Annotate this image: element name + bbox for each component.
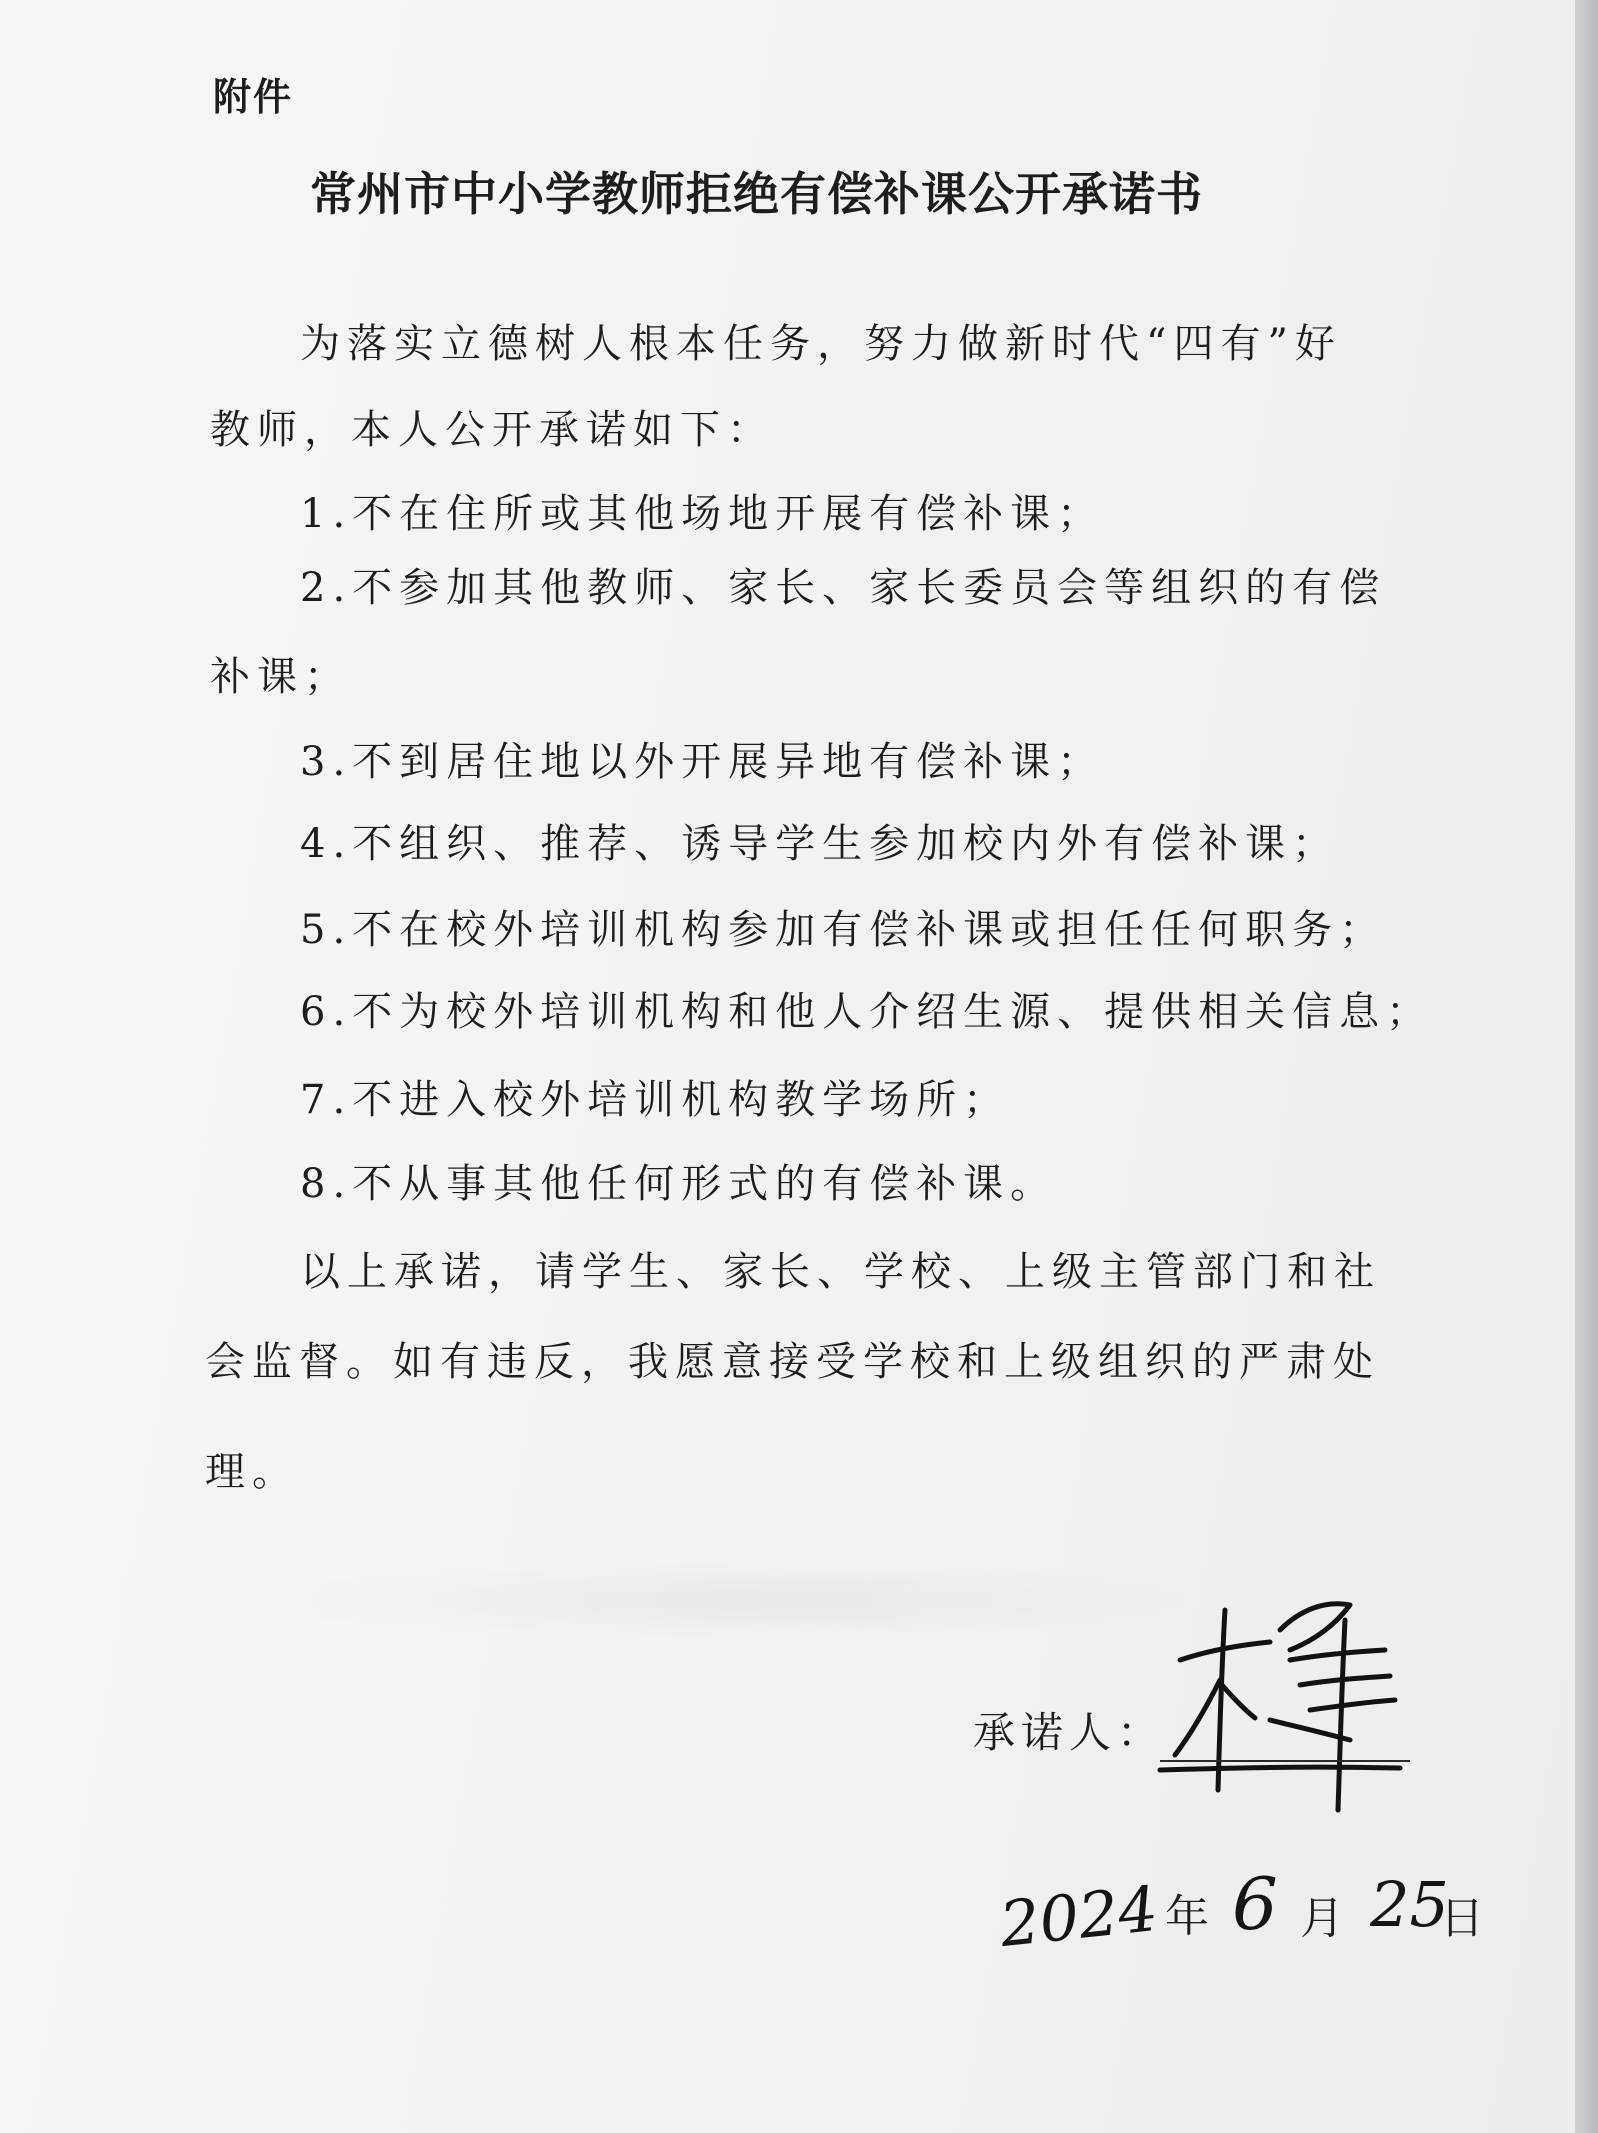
commitment-item: 4.不组织、推荐、诱导学生参加校内外有偿补课； [300, 821, 1340, 867]
commitment-item: 3.不到居住地以外开展异地有偿补课； [300, 739, 1105, 785]
date-year-unit: 年 [1165, 1891, 1209, 1942]
commitment-item-continuation: 补课； [210, 654, 351, 700]
date-day: 25 [1370, 1868, 1449, 1941]
attachment-label: 附件 [213, 75, 294, 119]
body-line: 教师，本人公开承诺如下： [210, 407, 774, 453]
page-edge [1575, 0, 1598, 2133]
document-title: 常州市中小学教师拒绝有偿补课公开承诺书 [310, 167, 1203, 221]
body-line: 以上承诺，请学生、家长、学校、上级主管部门和社 [300, 1249, 1381, 1295]
signature-line [1160, 1760, 1410, 1762]
handwritten-signature [1150, 1590, 1420, 1820]
show-through-shadow [220, 1560, 1220, 1640]
date-month: 6 [1232, 1862, 1278, 1946]
body-line: 理。 [205, 1449, 299, 1495]
date-year: 2024 [996, 1871, 1162, 1962]
commitment-item: 1.不在住所或其他场地开展有偿补课； [300, 491, 1105, 537]
commitment-item: 2.不参加其他教师、家长、家长委员会等组织的有偿 [300, 565, 1387, 611]
date-day-unit: 日 [1440, 1893, 1484, 1944]
body-line: 为落实立德树人根本任务，努力做新时代“四有”好 [300, 321, 1342, 367]
commitment-item: 8.不从事其他任何形式的有偿补课。 [300, 1161, 1058, 1207]
signatory-label: 承诺人： [973, 1708, 1166, 1757]
body-line: 会监督。如有违反，我愿意接受学校和上级组织的严肃处 [205, 1339, 1380, 1385]
commitment-item: 7.不进入校外培训机构教学场所； [300, 1077, 1011, 1123]
commitment-item: 6.不为校外培训机构和他人介绍生源、提供相关信息； [300, 989, 1434, 1035]
commitment-item: 5.不在校外培训机构参加有偿补课或担任任何职务； [300, 907, 1387, 953]
date-month-unit: 月 [1300, 1893, 1344, 1944]
